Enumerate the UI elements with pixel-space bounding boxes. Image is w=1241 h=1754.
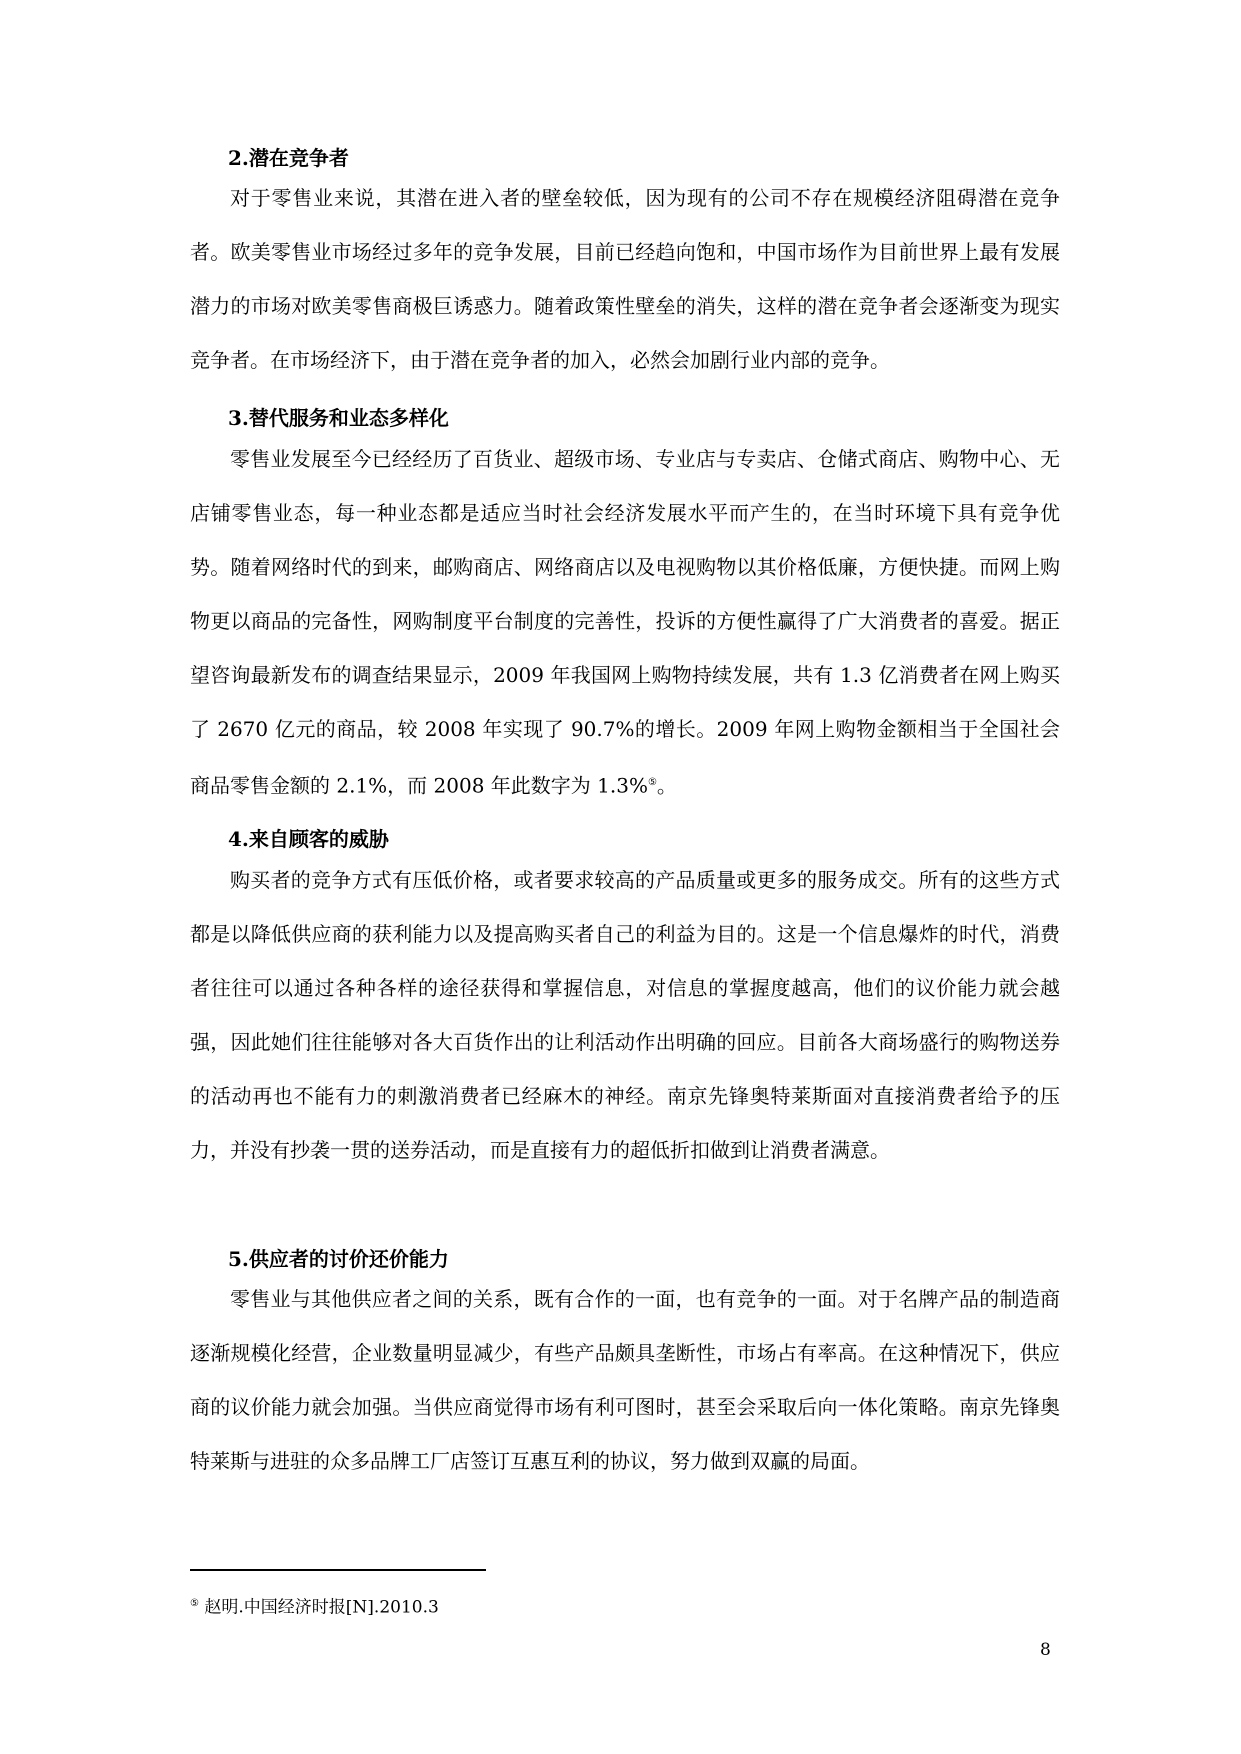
- section-heading-2: 2.潜在竞争者: [228, 146, 349, 170]
- footnote-reference: ⑤: [647, 777, 657, 788]
- paragraph-text: 对于零售业来说，其潜在进入者的壁垒较低，因为现有的公司不存在规模经济阻碍潜在竞争者。欧美零售业市场经过多年的竞争发展，目前已经趋向饱和，中国市场作为目前世界上最有发展潜力的市场对欧美零售商极巨诱惑力。随着政策性壁垒的消失，这样的潜在竞争者会逐渐变为现实竞争者。在市场经济下，由于潜在竞争者的加入，必然会加剧行业内部的竞争。: [190, 186, 1060, 372]
- paragraph-text: [190, 432, 1060, 813]
- section-heading-5: 5.供应者的讨价还价能力: [228, 1247, 449, 1271]
- section-paragraph-2: [190, 171, 1060, 387]
- paragraph-body: 零售业发展至今已经经历了百货业、超级市场、专业店与专卖店、仓储式商店、购物中心、无店铺零售业态，每一种业态都是适应当时社会经济发展水平而产生的，在当时环境下具有竞争优势。随着网络时代的到来，邮购商店、网络商店以及电视购物以其价格低廉，方便快捷。而网上购物更以商品的完备性，网购制度平台制度的完善性，投诉的方便性赢得了广大消费者的喜爱。据正望咨询最新发布的调查结果显示，2009 年我国网上购物持续发展，共有 1.3 亿消费者在网上购买了 2670 亿元的商品，较 2008 年实现了 90.7%的增长。2009 年网上购物金额相当于全国社会商品零售金额的 2.1%，而 2008 年此数字为 1.3%: [190, 447, 1060, 798]
- section-paragraph-5: [190, 1272, 1060, 1488]
- footnote-separator: [190, 1569, 486, 1571]
- section-heading-3: 3.替代服务和业态多样化: [228, 406, 449, 430]
- footnote: [190, 1592, 439, 1620]
- paragraph-text: 零售业与其他供应者之间的关系，既有合作的一面，也有竞争的一面。对于名牌产品的制造商逐渐规模化经营，企业数量明显减少，有些产品颇具垄断性，市场占有率高。在这种情况下，供应商的议价能力就会加强。当供应商觉得市场有利可图时，甚至会采取后向一体化策略。南京先锋奥特莱斯与进驻的众多品牌工厂店签订互惠互利的协议，努力做到双赢的局面。: [190, 1287, 1060, 1473]
- section-heading-4: 4.来自顾客的威胁: [228, 827, 389, 851]
- paragraph-text: 购买者的竞争方式有压低价格，或者要求较高的产品质量或更多的服务成交。所有的这些方式都是以降低供应商的获利能力以及提高购买者自己的利益为目的。这是一个信息爆炸的时代，消费者往往可以通过各种各样的途径获得和掌握信息，对信息的掌握度越高，他们的议价能力就会越强，因此她们往往能够对各大百货作出的让利活动作出明确的回应。目前各大商场盛行的购物送券的活动再也不能有力的刺激消费者已经麻木的神经。南京先锋奥特莱斯面对直接消费者给予的压力，并没有抄袭一贯的送券活动，而是直接有力的超低折扣做到让消费者满意。: [190, 868, 1060, 1162]
- footnote-text: 赵明.中国经济时报[N].2010.3: [204, 1597, 439, 1618]
- paragraph-end: 。: [656, 773, 677, 798]
- footnote-marker: ⑤: [190, 1598, 199, 1609]
- section-paragraph-3: [190, 432, 1060, 813]
- page-number: 8: [1040, 1640, 1051, 1660]
- section-paragraph-4: [190, 853, 1060, 1177]
